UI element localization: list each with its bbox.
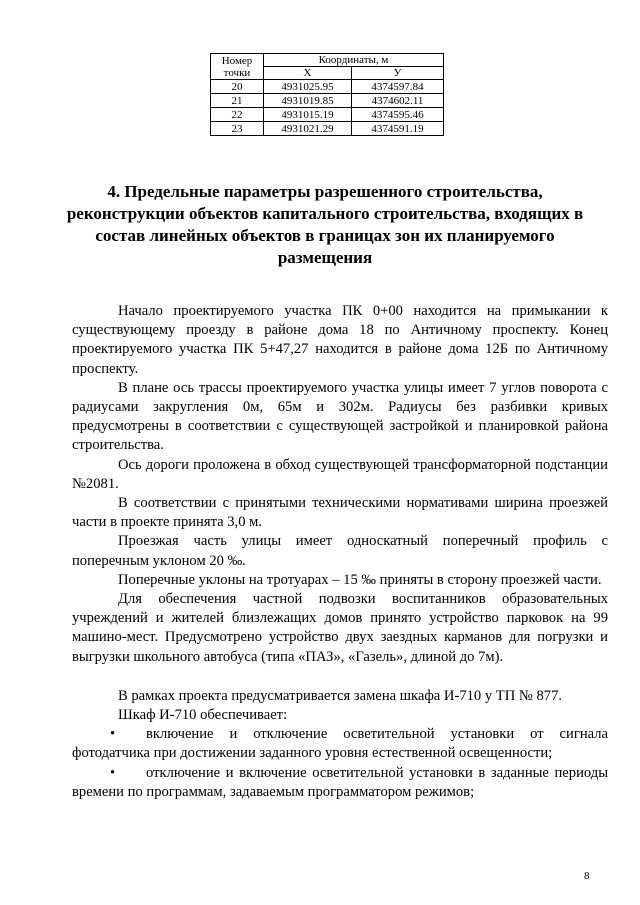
paragraph: В плане ось трассы проектируемого участка улицы имеет 7 углов поворота с радиусами закругления 0м, 65м и 302м. Радиусы без разбивки кривых предусмотрены в соответствии с существующей застройкой и планировкой района строительства. <box>72 379 608 454</box>
point-number-cell: 22 <box>211 108 264 122</box>
point-number-cell: 23 <box>211 122 264 136</box>
header-y: У <box>352 67 444 80</box>
table-row <box>211 80 444 94</box>
paragraph: В рамках проекта предусматривается замена шкафа И-710 у ТП № 877. <box>118 687 563 704</box>
x-cell: 4931025.95 <box>264 80 352 94</box>
bullet-text: включение и отключение осветительной установки от сигнала фотодатчика при достижении заданного уровня естественной освещенности; <box>72 726 608 762</box>
bullet-icon: • <box>110 764 116 781</box>
y-cell: 4374591.19 <box>352 122 444 136</box>
bullet-item <box>72 764 608 802</box>
paragraph: В соответствии с принятыми техническими нормативами ширина проезжей части в проекте принята 3,0 м. <box>72 495 608 531</box>
paragraph: Для обеспечения частной подвозки воспитанников образовательных учреждений и жителей близлежащих домов принято устройство парковок на 99 машино-мест. Предусмотрено устройство двух заездных карманов для погрузки и выгрузки школьного автобуса (типа «ПАЗ», «Газель», длиной до 7м). <box>72 591 608 665</box>
section-body <box>72 302 608 802</box>
coordinates-table <box>210 53 444 136</box>
point-number-cell: 21 <box>211 94 264 108</box>
bullet-item <box>72 725 608 763</box>
bullet-text: отключение и включение осветительной установки в заданные периоды времени по программам, задаваемым программатором режимов; <box>72 764 608 800</box>
y-cell: 4374597.84 <box>352 80 444 94</box>
header-coordinates: Координаты, м <box>264 54 444 67</box>
paragraph: Начало проектируемого участка ПК 0+00 находится на примыкании к существующему проезду в районе дома 18 по Античному проспекту. Конец проектируемого участка ПК 5+47,27 находится в районе дома 12Б по Античному проспекту. <box>72 303 608 377</box>
table-row <box>211 122 444 136</box>
paragraph: Проезжая часть улицы имеет односкатный поперечный профиль с поперечным уклоном 20 ‰. <box>72 533 608 569</box>
paragraph: Шкаф И-710 обеспечивает: <box>118 707 288 724</box>
header-point-number: Номер точки <box>211 54 264 80</box>
paragraph: Поперечные уклоны на тротуарах – 15 ‰ приняты в сторону проезжей части. <box>118 571 602 588</box>
bullet-icon: • <box>110 726 116 743</box>
section-title: 4. Предельные параметры разрешенного строительства, реконструкции объектов капитального строительства, входящих в состав линейных объектов в границах зон их планируемого размещения <box>66 182 584 267</box>
x-cell: 4931019.85 <box>264 94 352 108</box>
x-cell: 4931021.29 <box>264 122 352 136</box>
header-x: X <box>264 67 352 80</box>
table-row <box>211 94 444 108</box>
y-cell: 4374595.46 <box>352 108 444 122</box>
y-cell: 4374602.11 <box>352 94 444 108</box>
paragraph: Ось дороги проложена в обход существующей трансформаторной подстанции №2081. <box>72 456 608 492</box>
table-row <box>211 108 444 122</box>
point-number-cell: 20 <box>211 80 264 94</box>
page-number: 8 <box>584 870 590 882</box>
x-cell: 4931015.19 <box>264 108 352 122</box>
